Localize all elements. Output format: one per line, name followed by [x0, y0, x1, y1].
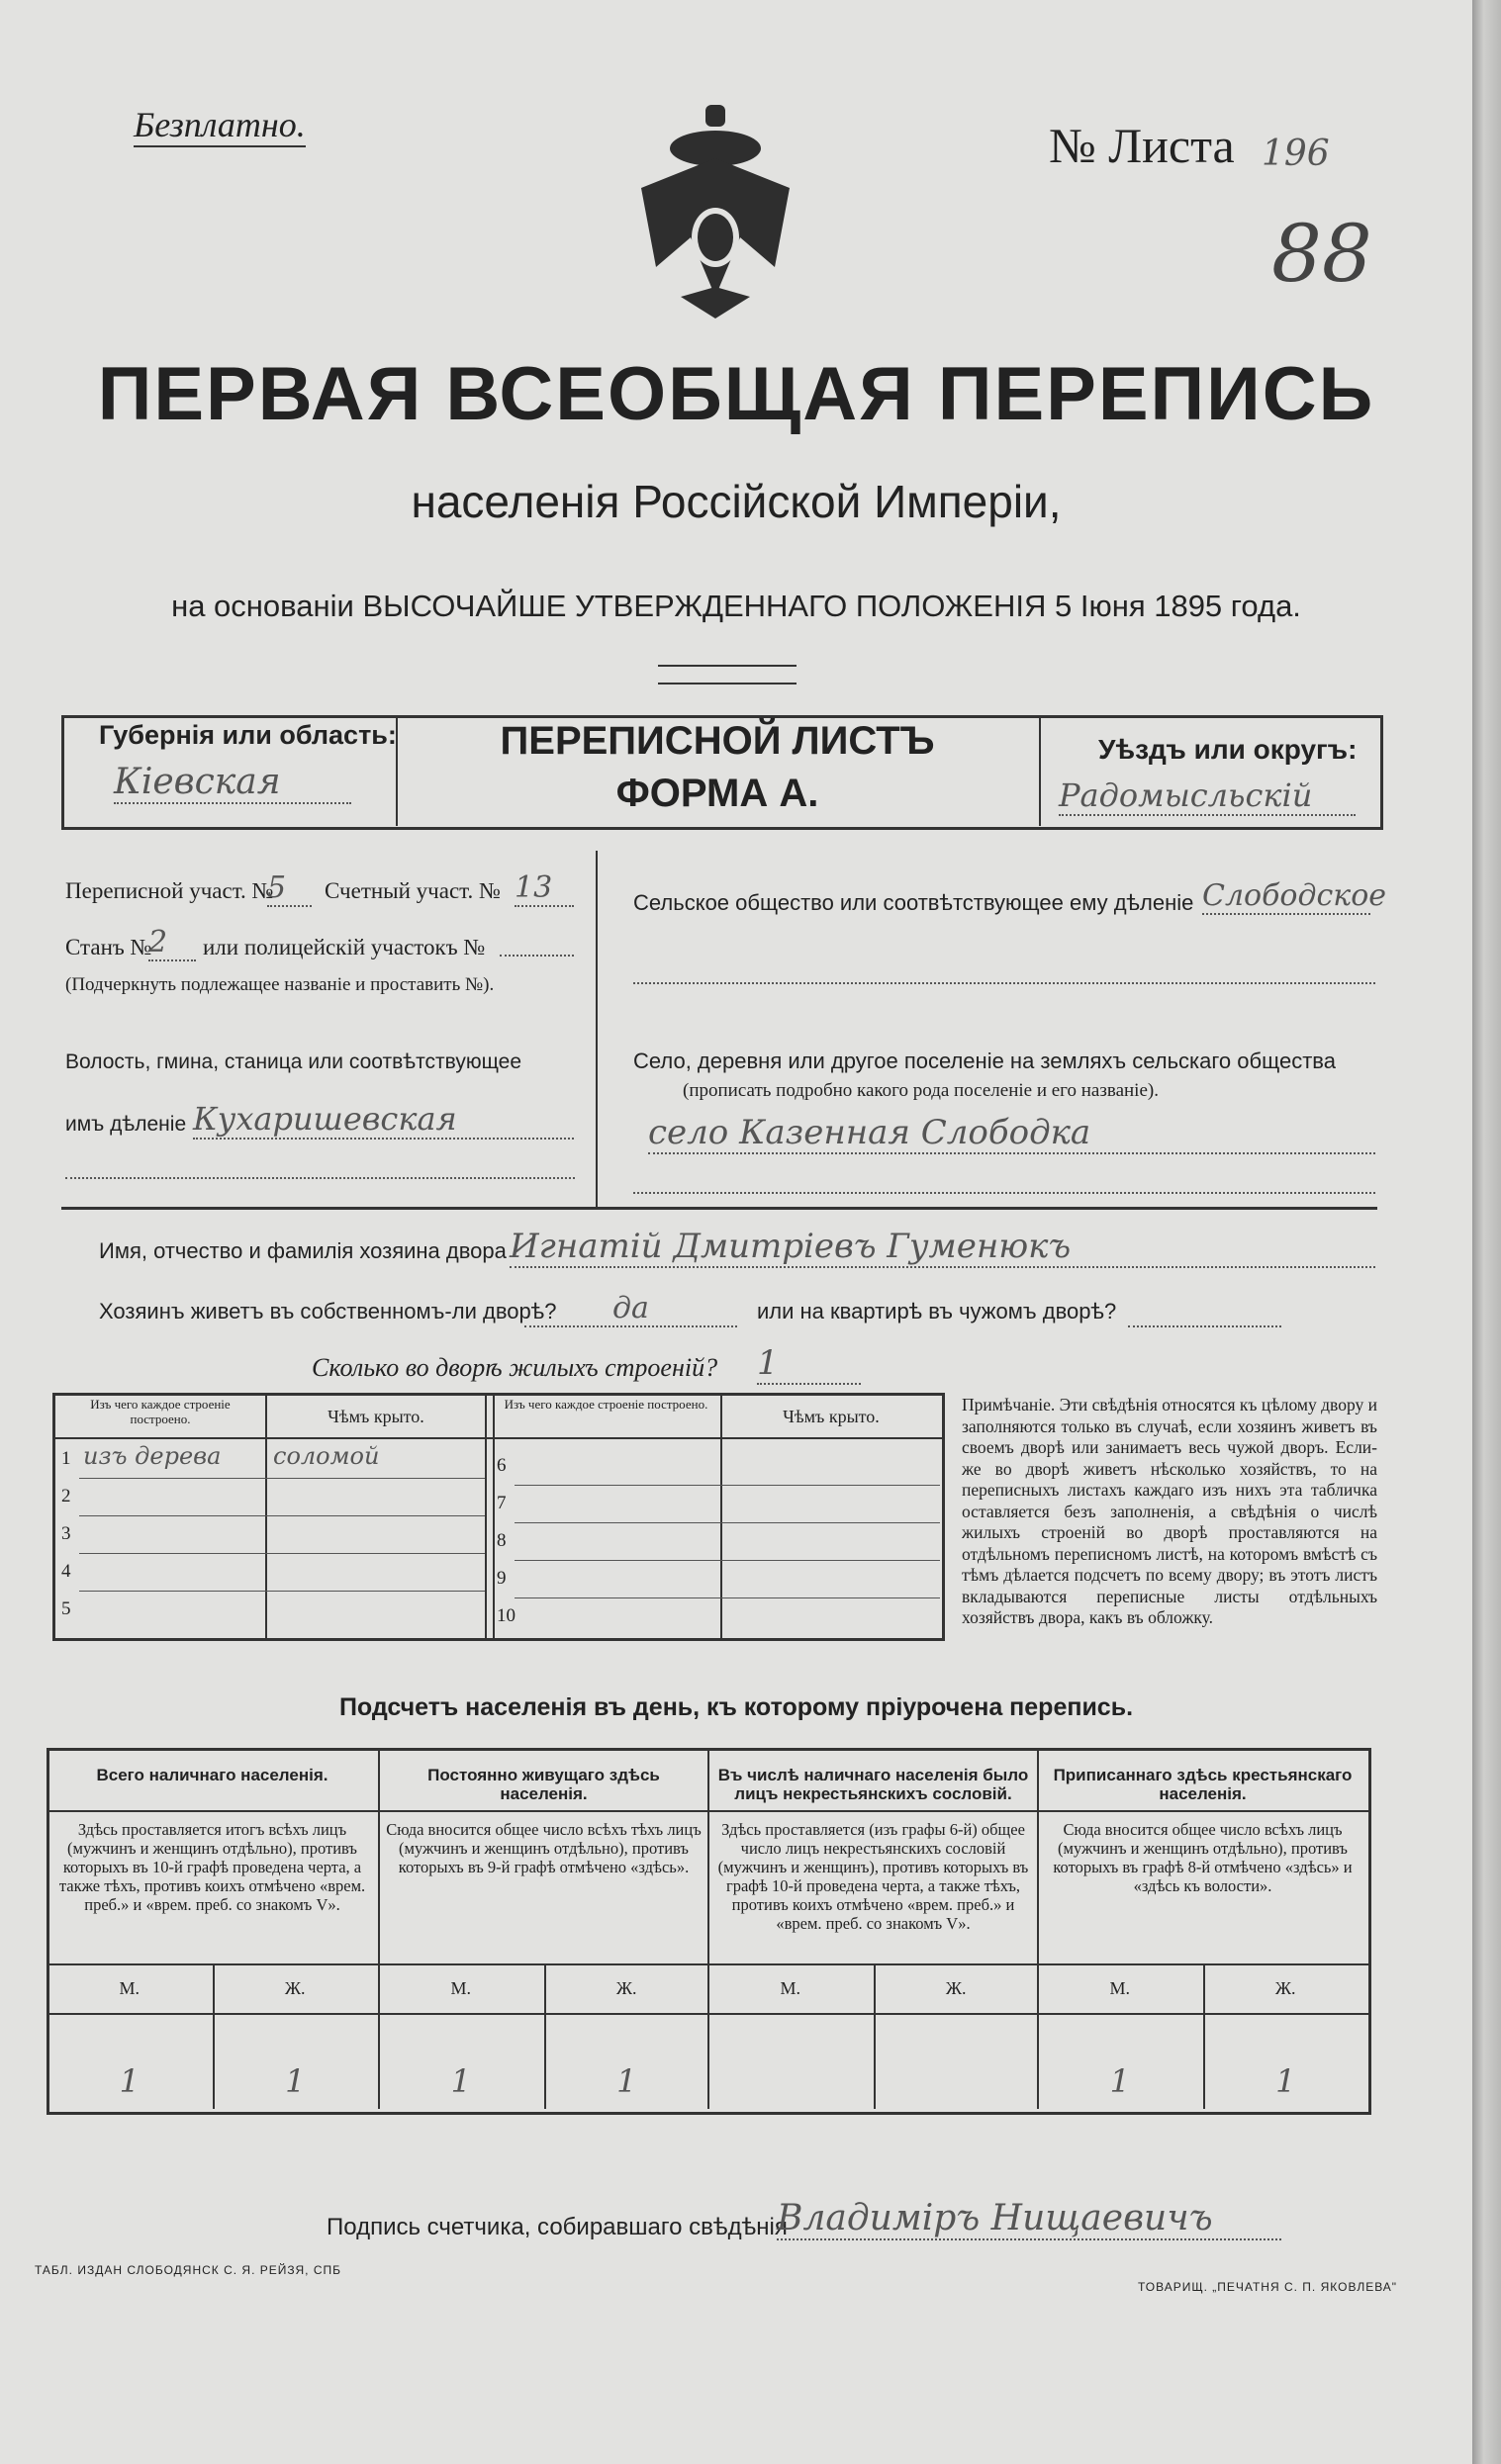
sheet-number-label: № Листа	[1049, 118, 1235, 173]
row-line	[79, 1591, 485, 1592]
table-row-number: 7	[497, 1493, 507, 1513]
volost-line	[65, 1177, 575, 1179]
volost-value: Кухаришевская	[193, 1100, 574, 1140]
society-line	[633, 982, 1375, 984]
page-edge	[1472, 0, 1501, 2464]
male-label: М.	[780, 1978, 800, 1998]
table-cell-roof: соломой	[273, 1442, 380, 1470]
volost-label: Волость, гмина, станица или соотвѣтствующее	[65, 1050, 521, 1073]
female-label: Ж.	[284, 1978, 306, 1998]
uezd-value: Радомысльскій	[1059, 776, 1356, 816]
table-row-number: 9	[497, 1568, 507, 1589]
row-line	[515, 1485, 940, 1486]
village-value: село Казенная Слободка	[648, 1113, 1375, 1154]
population-col-desc: Здѣсь проставляется итогъ всѣхъ лицъ (мужчинъ и женщинъ отдѣльно), противъ которыхъ въ 10-й графѣ проведена черта, а также тѣхъ, противъ коихъ отмѣчено «врем. преб.» и «врем. преб. со знакомъ V».	[58, 1820, 366, 1914]
village-label: Село, деревня или другое поселеніе на земляхъ сельскаго общества	[633, 1049, 1336, 1073]
own-yard-value: да	[524, 1291, 737, 1327]
double-eagle-emblem-icon	[621, 99, 809, 321]
population-col-head: Постоянно живущаго здѣсь населенія.	[427, 1766, 660, 1803]
divider	[61, 1207, 1377, 1210]
rent-value-line	[1128, 1325, 1281, 1327]
ornament-divider	[658, 665, 797, 684]
stamp-number: 88	[1271, 208, 1372, 300]
buildings-table	[52, 1393, 945, 1641]
row-line	[79, 1515, 485, 1516]
table-row-number: 2	[61, 1486, 71, 1506]
male-count: 1	[119, 2062, 140, 2100]
roof-header-right: Чѣмъ крыто.	[783, 1407, 880, 1426]
free-label: Безплатно.	[134, 104, 306, 147]
divider	[378, 1748, 380, 2109]
table-row-number: 8	[497, 1530, 507, 1551]
divider	[52, 1437, 943, 1439]
table-row-number: 5	[61, 1598, 71, 1619]
divider	[1037, 1748, 1039, 2109]
divider	[485, 1393, 495, 1638]
female-label: Ж.	[1274, 1978, 1296, 1998]
population-col-desc: Здѣсь проставляется (изъ графы 6-й) общее число лицъ некрестьянскихъ сословій (мужчинъ и женщинъ), противъ которыхъ въ графѣ 10-й проведена черта, а также тѣхъ, противъ коихъ отмѣчено «врем. преб.» и «врем. преб. со знакомъ V».	[717, 1820, 1029, 1933]
female-label: Ж.	[945, 1978, 967, 1998]
count-district-label: Счетный участ. №	[325, 878, 501, 903]
printer-left: ТАБЛ. ИЗДАН СЛОБОДЯНСК С. Я. РЕЙЗЯ, СПБ	[35, 2263, 342, 2277]
female-count: 1	[285, 2062, 306, 2100]
table-cell-material: изъ дерева	[83, 1442, 222, 1470]
table-row-number: 6	[497, 1455, 507, 1476]
divider	[47, 2013, 1368, 2015]
subtitle: населенія Россійской Имперіи,	[411, 476, 1062, 527]
male-count: 1	[450, 2062, 471, 2100]
population-col-desc: Сюда вносится общее число всѣхъ тѣхъ лицъ (мужчинъ и женщинъ отдѣльно), противъ которыхъ въ 9-й графѣ отмѣчено «здѣсь».	[386, 1820, 702, 1876]
society-value: Слободское	[1202, 878, 1387, 913]
volost-label-2: имъ дѣленіе	[65, 1113, 187, 1136]
signature-label: Подпись счетчика, собиравшаго свѣдѣнія	[327, 2214, 788, 2240]
signature-value: Владиміръ Нищаевичъ	[777, 2198, 1281, 2240]
divider	[1039, 715, 1041, 826]
village-line	[633, 1192, 1375, 1194]
divider	[707, 1748, 709, 2109]
roof-header-left: Чѣмъ крыто.	[328, 1407, 424, 1426]
divider	[596, 851, 598, 1207]
row-line	[515, 1597, 940, 1598]
legal-basis: на основаніи ВЫСОЧАЙШЕ УТВЕРЖДЕННАГО ПОЛОЖЕНІЯ 5 Іюня 1895 года.	[171, 589, 1301, 623]
population-title: Подсчетъ населенія въ день, къ которому пріурочена перепись.	[338, 1693, 1134, 1721]
form-title: ПЕРЕПИСНОЙ ЛИСТЪ	[500, 719, 935, 763]
male-count: 1	[1109, 2062, 1130, 2100]
row-line	[79, 1478, 485, 1479]
count-district-value: 13	[515, 870, 574, 907]
police-value-line	[500, 955, 574, 957]
village-note: (прописать подробно какого рода поселеніе и его названіе).	[683, 1080, 1159, 1101]
form-subtitle: ФОРМА А.	[615, 772, 819, 815]
buildings-note: Примѣчаніе. Эти свѣдѣнія относятся къ цѣлому двору и заполняются только въ случаѣ, если хозяинъ живетъ въ своемъ дворѣ или занимаетъ весь чужой дворъ. Если-же во дворѣ живетъ нѣсколько хозяйствъ, то на переписныхъ листахъ каждаго изъ нихъ эта табличка оставляется безъ заполненія, а свѣдѣнія о числѣ жилыхъ строеній во дворѣ проставляются на отдѣльномъ переписномъ листѣ, на которомъ вмѣстѣ съ тѣмъ дѣлается подсчетъ по всему двору; въ этотъ листъ вкладываются переписные листы отдѣльныхъ хозяйствъ двора, какъ въ обложку.	[962, 1395, 1377, 1627]
female-count: 1	[1275, 2062, 1296, 2100]
row-line	[79, 1553, 485, 1554]
printer-right: ТОВАРИЩ. „ПЕЧАТНЯ С. П. ЯКОВЛЕВА"	[1138, 2280, 1398, 2294]
table-row-number: 10	[497, 1605, 516, 1626]
row-line	[515, 1522, 940, 1523]
table-row-number: 1	[61, 1448, 71, 1469]
divider	[47, 1810, 1368, 1812]
police-note: (Подчеркнуть подлежащее названіе и проставить №).	[65, 974, 495, 995]
material-header-left: Изъ чего каждое строеніе построено.	[90, 1397, 231, 1426]
male-label: М.	[119, 1978, 140, 1998]
divider	[720, 1393, 722, 1638]
own-yard-label: Хозяинъ живетъ въ собственномъ-ли дворѣ?	[99, 1299, 557, 1323]
census-district-label: Переписной участ. №	[65, 878, 274, 903]
stan-value: 2	[148, 925, 196, 961]
population-col-head: Всего наличнаго населенія.	[96, 1766, 328, 1784]
divider	[47, 1963, 1368, 1965]
material-header-right: Изъ чего каждое строеніе построено.	[504, 1397, 708, 1412]
table-row-number: 3	[61, 1523, 71, 1544]
owner-name-value: Игнатій Дмитріевъ Гуменюкъ	[510, 1227, 1375, 1268]
female-count: 1	[616, 2062, 637, 2100]
society-label: Сельское общество или соотвѣтствующее ему дѣленіе	[633, 890, 1194, 915]
female-label: Ж.	[615, 1978, 637, 1998]
population-col-head: Въ числѣ наличнаго населенія было лицъ некрестьянскихъ сословій.	[717, 1766, 1029, 1803]
population-col-desc: Сюда вносится общее число всѣхъ лицъ (мужчинъ и женщинъ отдѣльно), противъ которыхъ въ графѣ 8-й отмѣчено «здѣсь» и «здѣсь къ волости».	[1053, 1820, 1353, 1895]
uezd-label: Уѣздъ или округъ:	[1098, 734, 1358, 765]
rent-label: или на квартирѣ въ чужомъ дворѣ?	[757, 1299, 1117, 1323]
population-col-head: Приписаннаго здѣсь крестьянскаго населенія.	[1053, 1766, 1353, 1803]
buildings-value: 1	[757, 1343, 861, 1385]
table-row-number: 4	[61, 1561, 71, 1582]
census-district-value: 5	[267, 870, 312, 907]
sheet-number-value: 196	[1262, 134, 1330, 174]
owner-name-label: Имя, отчество и фамилія хозяина двора	[99, 1238, 507, 1263]
buildings-label: Сколько во дворѣ жилыхъ строеній?	[312, 1353, 718, 1382]
row-line	[515, 1560, 940, 1561]
stan-label: Станъ №	[65, 935, 152, 959]
main-title: ПЕРВАЯ ВСЕОБЩАЯ ПЕРЕПИСЬ	[97, 352, 1375, 436]
police-label: или полицейскій участокъ №	[203, 935, 486, 959]
gubernia-label: Губернія или область:	[99, 720, 397, 750]
gubernia-value: Кіевская	[114, 762, 351, 804]
male-label: М.	[450, 1978, 471, 1998]
male-label: М.	[1109, 1978, 1130, 1998]
